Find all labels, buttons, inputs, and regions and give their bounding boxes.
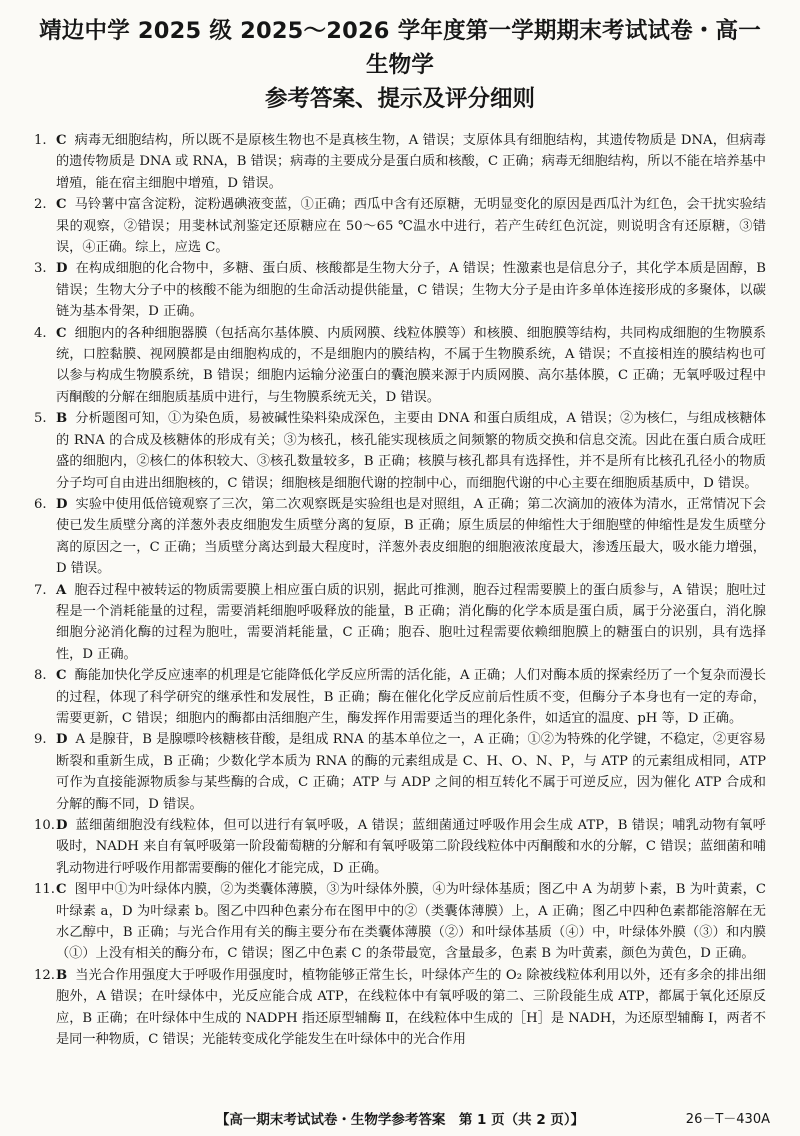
answer-explanation: 在构成细胞的化合物中，多糖、蛋白质、核酸都是生物大分子，A 错误；性激素也是信息分子，其化学本质是固醇，B 错误；生物大分子中的核酸不能为细胞的生命活动提供能量，C 错误；生物大分子是由许多单体连接形成的多聚体，以碳链为基本骨架，D 正确。: [56, 261, 766, 320]
question-number: 2.: [34, 197, 47, 213]
answer-choice: C: [56, 197, 67, 213]
answer-choice: B: [56, 411, 68, 427]
answer-list: [34, 130, 766, 1050]
footer-page-info: 【高一期末考试试卷・生物学参考答案 第 1 页（共 2 页）】: [215, 1112, 585, 1128]
question-number: 4.: [34, 325, 47, 341]
answer-item: [34, 258, 766, 322]
answer-explanation: 马铃薯中富含淀粉，淀粉遇碘液变蓝，①正确；西瓜中含有还原糖，无明显变化的原因是西瓜汁为红色，会干扰实验结果的观察，②错误；用斐林试剂鉴定还原糖应在 50～65 ℃温水中进行，若产生砖红色沉淀，则说明含有还原糖，③错误，④正确。综上，应选 C。: [56, 197, 766, 256]
answer-item: [34, 408, 766, 494]
answer-item: [34, 494, 766, 580]
answer-item: [34, 879, 766, 965]
question-number: 8.: [34, 668, 47, 684]
answer-explanation: 当光合作用强度大于呼吸作用强度时，植物能够正常生长，叶绿体产生的 O₂ 除被线粒体利用以外，还有多余的排出细胞外，A 错误；在叶绿体中，光反应能合成 ATP，在线粒体中有氧呼吸的第二、三阶段能生成 ATP，都属于氧化还原反应，B 正确；在叶绿体中生成的 NADPH 指还原型辅酶 Ⅱ，在线粒体中生成的［H］是 NADH，为还原型辅酶 Ⅰ，两者不是同一种物质，C 错误；光能转变成化学能发生在叶绿体中的光合作用: [56, 967, 766, 1048]
answer-item: [34, 729, 766, 815]
question-number: 1.: [34, 133, 47, 148]
footer-paper-code: 26－T－430A: [685, 1112, 770, 1127]
answer-choice: D: [56, 732, 68, 748]
answer-explanation: 蓝细菌细胞没有线粒体，但可以进行有氧呼吸，A 错误；蓝细菌通过呼吸作用会生成 ATP，B 错误；哺乳动物有氧呼吸时，NADH 来自有氧呼吸第一阶段葡萄糖的分解和有氧呼吸第二阶段线粒体中丙酮酸和水的分解，C 错误；蓝细菌和哺乳动物进行呼吸作用都需要酶的催化才能完成，D 正确。: [56, 818, 766, 876]
answer-explanation: A 是腺苷，B 是腺嘌呤核糖核苷酸，是组成 RNA 的基本单位之一，A 正确；①②为特殊的化学键，不稳定，②更容易断裂和重新生成，B 正确；少数化学本质为 RNA 的酶的元素组成是 C、H、O、N、P，与 ATP 的元素组成相同，ATP 可作为直接能源物质参与某些酶的合成，C 正确；ATP 与 ADP 之间的相互转化不属于可逆反应，因为催化 ATP 合成和分解的酶不同，D 错误。: [56, 732, 766, 812]
answer-choice: D: [56, 261, 68, 277]
question-number: 9.: [34, 732, 47, 748]
answer-item: [34, 130, 766, 194]
question-number: 6.: [34, 496, 47, 512]
answer-item: [34, 815, 766, 879]
answer-item: [34, 580, 766, 666]
answer-choice: D: [56, 818, 68, 833]
question-number: 12.: [34, 967, 55, 983]
answer-choice: C: [56, 133, 67, 148]
answer-explanation: 分析题图可知，①为染色质，易被碱性染料染成深色，主要由 DNA 和蛋白质组成，A 错误；②为核仁，与组成核糖体的 RNA 的合成及核糖体的形成有关；③为核孔，核孔能实现核质之间频繁的物质交换和信息交流。因此在蛋白质合成旺盛的细胞内，②核仁的体积较大、③核孔数量较多，B 正确；核膜与核孔都具有选择性，并不是所有比核孔孔径小的物质分子均可自由进出细胞核的，C 错误；细胞核是细胞代谢的控制中心，而细胞代谢的中心主要在细胞质基质中，D 错误。: [56, 411, 766, 491]
question-number: 5.: [34, 411, 47, 427]
question-number: 11.: [34, 882, 55, 898]
answer-choice: A: [56, 582, 67, 598]
page-subtitle: 参考答案、提示及评分细则: [264, 86, 535, 112]
answer-item: [34, 194, 766, 258]
answer-item: [34, 965, 766, 1051]
page-footer: [0, 1108, 800, 1128]
page-title: 靖边中学 2025 级 2025～2026 学年度第一学期期末考试试卷・高一生物学: [39, 18, 761, 78]
answer-item: [34, 323, 766, 409]
question-number: 3.: [34, 261, 47, 277]
answer-explanation: 细胞内的各种细胞器膜（包括高尔基体膜、内质网膜、线粒体膜等）和核膜、细胞膜等结构，共同构成细胞的生物膜系统，口腔黏膜、视网膜都是由细胞构成的，不是细胞内的膜结构，不属于生物膜系统，A 错误；不直接相连的膜结构也可以参与构成生物膜系统，B 错误；细胞内运输分泌蛋白的囊泡膜来源于内质网膜、高尔基体膜，C 正确；无氧呼吸过程中丙酮酸的分解在细胞质基质中进行，与生物膜系统无关，D 错误。: [56, 325, 766, 405]
answer-choice: B: [56, 967, 68, 983]
answer-choice: C: [56, 668, 67, 684]
answer-choice: D: [56, 496, 68, 512]
answer-choice: C: [56, 325, 67, 341]
answer-explanation: 胞吞过程中被转运的物质需要膜上相应蛋白质的识别，据此可推测，胞吞过程需要膜上的蛋白质参与，A 错误；胞吐过程是一个消耗能量的过程，需要消耗细胞呼吸释放的能量，B 正确；消化酶的化学本质是蛋白质，属于分泌蛋白，消化腺细胞分泌消化酶的过程为胞吐，需要消耗能量，C 正确；胞吞、胞吐过程需要依赖细胞膜上的糖蛋白的识别，具有选择性，D 正确。: [56, 582, 766, 662]
answer-explanation: 实验中使用低倍镜观察了三次，第二次观察既是实验组也是对照组，A 正确；第二次滴加的液体为清水，正常情况下会使已发生质壁分离的洋葱外表皮细胞发生质壁分离的复原，B 正确；原生质层的伸缩性大于细胞壁的伸缩性是发生质壁分离的原因之一，C 正确；当质壁分离达到最大程度时，洋葱外表皮细胞的细胞液浓度最大，渗透压最大，吸水能力增强，D 错误。: [56, 496, 766, 577]
question-number: 10.: [34, 818, 55, 833]
answer-item: [34, 665, 766, 729]
answer-explanation: 病毒无细胞结构，所以既不是原核生物也不是真核生物，A 错误；支原体具有细胞结构，其遗传物质是 DNA，但病毒的遗传物质是 DNA 或 RNA，B 错误；病毒的主要成分是蛋白质和核酸，C 正确；病毒无细胞结构，所以不能在培养基中增殖，能在宿主细胞中增殖，D 错误。: [56, 133, 766, 191]
question-number: 7.: [34, 582, 47, 598]
answer-choice: C: [56, 882, 67, 898]
answer-explanation: 酶能加快化学反应速率的机理是它能降低化学反应所需的活化能，A 正确；人们对酶本质的探索经历了一个复杂而漫长的过程，体现了科学研究的继承性和发展性，B 正确；酶在催化化学反应前后性质不变，但酶分子本身也有一定的寿命，需要更新，C 错误；细胞内的酶都由活细胞产生，酶发挥作用需要适当的理化条件，如适宜的温度、pH 等，D 正确。: [56, 668, 766, 726]
answer-explanation: 图甲中①为叶绿体内膜，②为类囊体薄膜，③为叶绿体外膜，④为叶绿体基质；图乙中 A 为胡萝卜素，B 为叶黄素，C 叶绿素 a，D 为叶绿素 b。图乙中四种色素分布在图甲中的②（类囊体薄膜）上，A 正确；图乙中四种色素都能溶解在无水乙醇中，B 正确；与光合作用有关的酶主要分布在类囊体薄膜（②）和叶绿体基质（④）中，叶绿体外膜（③）和内膜（①）上没有相关的酶分布，C 错误；图乙中色素 C 的条带最宽，含量最多，色素 B 为叶黄素，颜色为黄色，D 正确。: [56, 882, 766, 962]
